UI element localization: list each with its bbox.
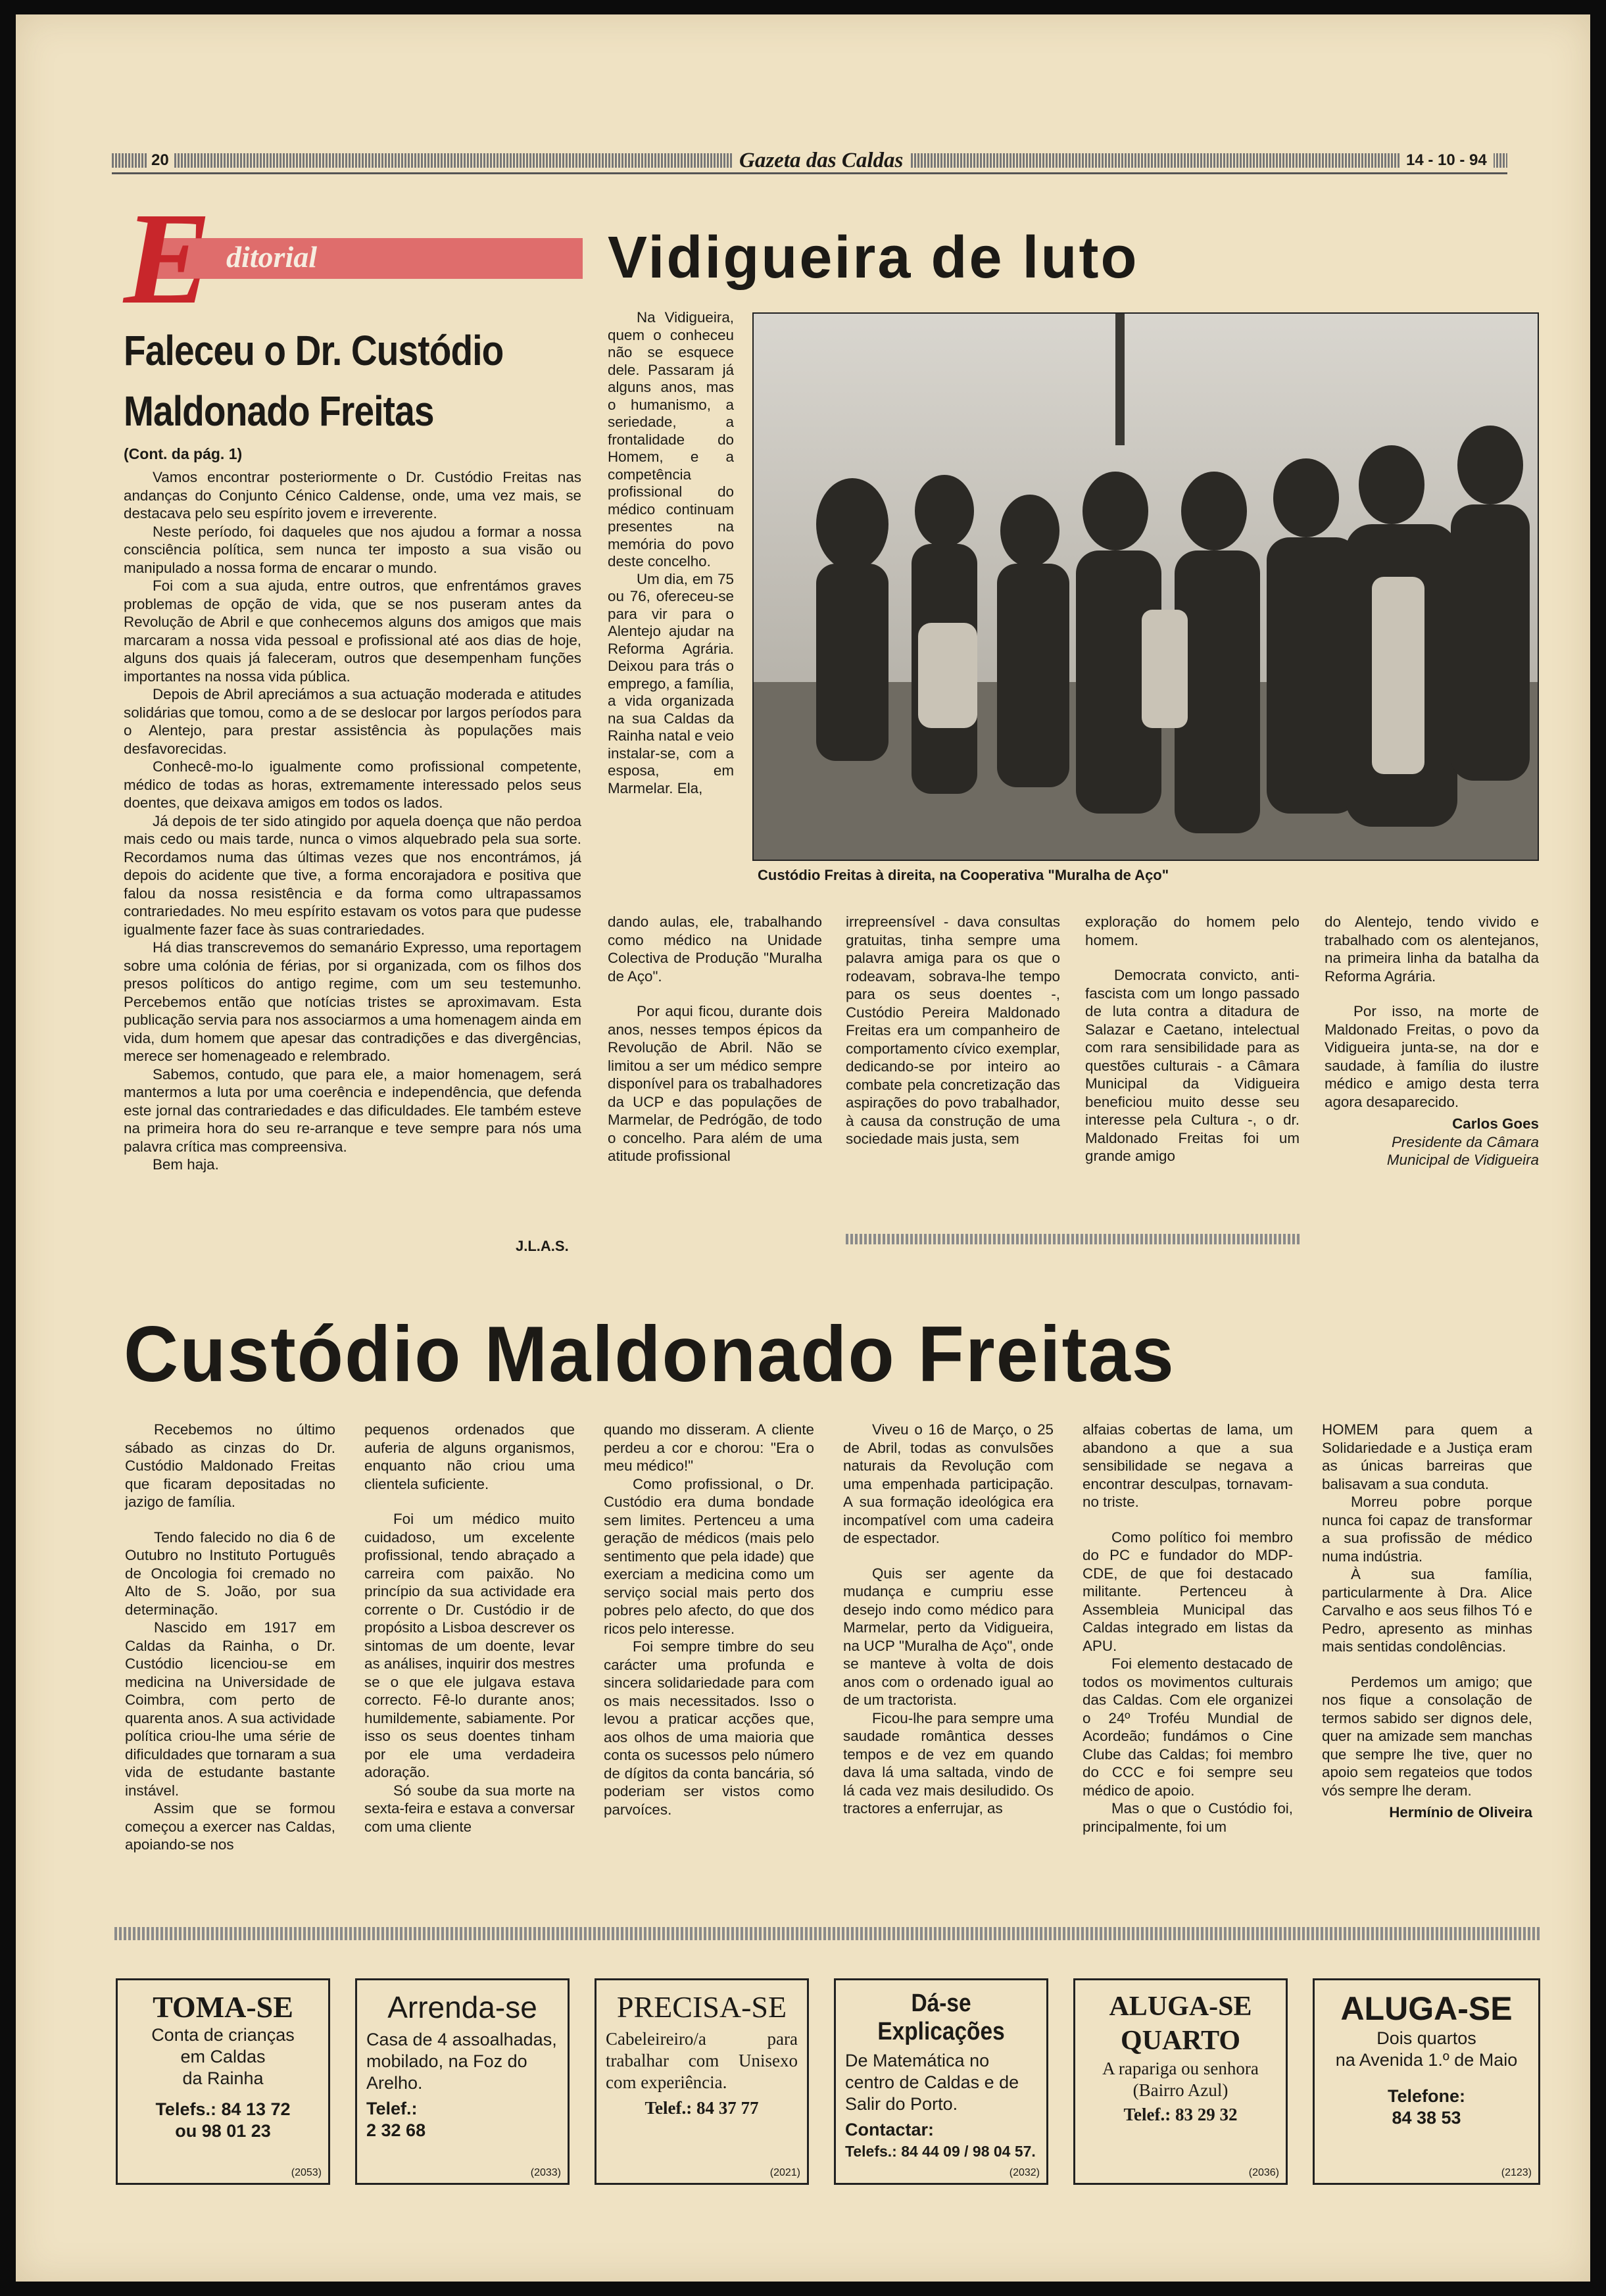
ad-phone: Telef.: 84 37 77 — [645, 2098, 759, 2118]
editorial-signature: J.L.A.S. — [516, 1238, 569, 1254]
editorial-body — [124, 468, 581, 1174]
vidigueira-paragraph: Um dia, em 75 ou 76, ofereceu-se para vir para o Alentejo ajudar na Reforma Agrária. Deixou para trás o emprego, a família, a vida organizada na sua Caldas da Rainha natal e veio instalar-se, com a esposa, em Marmelar. Ela, — [608, 570, 734, 796]
ad-phone: ou 98 01 23 — [175, 2121, 271, 2141]
editorial-letter: E — [124, 186, 212, 331]
editorial-paragraph: Foi com a sua ajuda, entre outros, que enfrentámos graves problemas de opção de vida, que se nos puseram antes da Revolução de Abril e que conhecemos alguns dos amigos que mais marcaram a nossa vida pessoal e profissional até aos dias de hoje, alguns dos quais já faleceram, outros que desempenham funções importantes na nossa vida pública. — [124, 577, 581, 685]
main-article-title: Custódio Maldonado Freitas — [124, 1310, 1175, 1398]
classified-ad-explicacoes — [834, 1978, 1048, 2185]
ad-phone: Telefone: — [1387, 2086, 1465, 2106]
newspaper-page — [16, 14, 1590, 2282]
classified-ad-aluga-se — [1313, 1978, 1540, 2185]
ad-phone: 2 32 68 — [366, 2120, 426, 2140]
ad-phone: Telef.: 83 29 32 — [1123, 2105, 1238, 2124]
ad-phone: Telefs.: 84 44 09 / 98 04 57. — [845, 2143, 1036, 2160]
main-paragraph: Perdemos um amigo; que nos fique a consolação de termos sabido ser dignos dele, quer na amizade sem manchas que sempre lhe tive, quer no apoio sem regateios que todos vós sempre lhe deram. — [1322, 1673, 1532, 1799]
editorial-continuation: (Cont. da pág. 1) — [124, 445, 243, 462]
ad-title: Dá-se Explicações — [877, 1990, 1005, 2045]
main-paragraph: Só soube da sua morte na sexta-feira e estava a conversar com uma cliente — [364, 1782, 575, 1835]
ad-title: ALUGA-SE QUARTO — [1109, 1991, 1252, 2056]
main-paragraph: Como político foi membro do PC e fundador do MDP-CDE, de que foi destacado militante. Pertenceu à Assembleia Municipal das Caldas integrado em listas da APU. — [1083, 1528, 1293, 1654]
crowd-photo-icon — [754, 314, 1538, 860]
ad-line: da Rainha — [182, 2068, 264, 2088]
classified-ad-arrenda-se — [355, 1978, 570, 2185]
main-paragraph: Mas o que o Custódio foi, principalmente, foi um — [1083, 1800, 1293, 1835]
main-column-2 — [364, 1421, 575, 1836]
ad-title: ALUGA-SE — [1340, 1990, 1513, 2027]
ad-body: Cabeleireiro/a para trabalhar com Unisexo com experiência. — [606, 2029, 798, 2092]
vidigueira-paragraph: Democrata convicto, anti-fascista com um longo passado de luta contra a ditadura de Salazar e Caetano, intelectual com rara sensibilidade para as questões culturais - a Câmara Municipal da Vidigueira beneficiou muito desse seu interesse pela Cultura -, o dr. Maldonado Freitas foi um grande amigo — [1085, 967, 1300, 1164]
editorial-paragraph: Depois de Abril apreciámos a sua actuação moderada e atitudes solidárias que tomou, como a de se deslocar por largos períodos para o Alentejo, para prestar assistência às populações mais desfavorecidas. — [124, 686, 581, 757]
ad-body: De Matemática no centro de Caldas e de Salir do Porto. — [845, 2051, 1019, 2114]
ad-code: (2053) — [291, 2167, 322, 2178]
vidigueira-end-rule — [846, 1234, 1300, 1244]
ad-line: (Bairro Azul) — [1132, 2080, 1229, 2100]
ad-code: (2033) — [530, 2167, 561, 2178]
ad-title: PRECISA-SE — [616, 1990, 787, 2024]
vidigueira-paragraph: Na Vidigueira, quem o conheceu não se esquece dele. Passaram já alguns anos, mas o humanismo, a seriedade, a frontalidade do Homem, e a competência profissional do médico continuam presentes na memória do povo deste concelho. — [608, 309, 734, 570]
main-paragraph: Recebemos no último sábado as cinzas do Dr. Custódio Maldonado Freitas que ficaram depositadas no jazigo de família. — [125, 1421, 335, 1510]
editorial-paragraph: Sabemos, contudo, que para ele, a maior homenagem, será mantermos a luta por uma coerência e independência, que defenda este jornal das contrariedades e das dificuldades. Ele também esteve na primeira hora do seu re-arranque e teve sempre para nós uma palavra crítica mas compreensiva. — [124, 1065, 581, 1155]
vidigueira-paragraph: Por isso, na morte de Maldonado Freitas, o povo da Vidigueira junta-se, na dor e saudade, à família do ilustre médico e amigo desta terra agora desaparecido. — [1325, 1003, 1539, 1110]
main-column-4 — [843, 1421, 1054, 1818]
main-paragraph: Assim que se formou começou a exercer nas Caldas, apoiando-se nos — [125, 1800, 335, 1853]
vidigueira-column-4 — [1325, 913, 1539, 1169]
main-paragraph: Foi um médico muito cuidadoso, um excelente profissional, tendo abraçado a carreira com paixão. No princípio da sua actividade era corrente o Dr. Custódio ir de propósito a Lisboa descrever os sintomas de um doente, levar as análises, inquirir dos mestres se o que ele julgava estava correcto. Fê-lo durante anos; humildemente, sabiamente. Por isso os seus doentes tinham por ele uma verdadeira adoração. — [364, 1511, 575, 1780]
editorial-paragraph: Vamos encontrar posteriormente o Dr. Custódio Freitas nas andanças do Conjunto Cénico Caldense, onde, uma vez mais, se destacava pelo seu espírito jovem e irreverente. — [124, 469, 581, 522]
ad-code: (2123) — [1501, 2167, 1532, 2178]
main-paragraph: Foi elemento destacado de todos os movimentos culturais das Caldas. Com ele organizei o 24º Troféu Mundial de Acordeão; fundámos o Cine Clube das Caldas; foi membro do CCC e foi sempre seu médico de apoio. — [1083, 1655, 1293, 1799]
vidigueira-paragraph: do Alentejo, tendo vivido e trabalhado com os alentejanos, na primeira linha da batalha da Reforma Agrária. — [1325, 914, 1539, 985]
issue-date: 14 - 10 - 94 — [1399, 151, 1494, 170]
vidigueira-narrow-column — [608, 309, 734, 797]
ad-code: (2032) — [1009, 2167, 1040, 2178]
ad-phone: Contactar: — [845, 2120, 935, 2139]
ad-line: A rapariga ou senhora — [1102, 2059, 1259, 2078]
cooperative-photo — [752, 312, 1539, 861]
editorial-paragraph: Neste período, foi daqueles que nos ajudou a formar a nossa consciência política, sem nunca ter imposto a sua visão ou manipulado a nossa forma de encarar o mundo. — [124, 523, 581, 576]
main-paragraph: Ficou-lhe para sempre uma saudade romântica desses tempos e de vez em quando dava lá uma saltada, vindo de lá cada vez mais desiludido. Os tractores a enferrujar, as — [843, 1709, 1054, 1817]
classified-ad-precisa-se — [595, 1978, 809, 2185]
classified-ad-toma-se — [116, 1978, 330, 2185]
ad-line: Dois quartos — [1376, 2028, 1476, 2048]
paper-name: Gazeta das Caldas — [733, 149, 910, 173]
main-paragraph: alfaias cobertas de lama, um abandono a que a sua sensibilidade se negava a encontrar desculpas, tornavam-no triste. — [1083, 1421, 1293, 1510]
classifieds-rule — [114, 1927, 1542, 1940]
ad-phone: Telefs.: 84 13 72 — [155, 2099, 291, 2119]
main-paragraph: Morreu pobre porque nunca foi capaz de transformar a sua profissão de médico numa indústria. — [1322, 1494, 1532, 1565]
vidigueira-paragraph: dando aulas, ele, trabalhando como médico na Unidade Colectiva de Produção "Muralha de Aço". — [608, 914, 822, 985]
main-column-1 — [125, 1421, 335, 1854]
main-paragraph: Nascido em 1917 em Caldas da Rainha, o Dr. Custódio licenciou-se em medicina na Universidade de Coimbra, com perto de quarenta anos. A sua actividade política criou-lhe uma série de dificuldades que tornaram a sua vida de estudante bastante instável. — [125, 1619, 335, 1799]
main-paragraph: Tendo falecido no dia 6 de Outubro no Instituto Português de Oncologia foi cremado no Alto de S. João, por sua determinação. — [125, 1528, 335, 1618]
vidigueira-column-1 — [608, 913, 822, 1165]
vidigueira-paragraph: exploração do homem pelo homem. — [1085, 914, 1300, 948]
main-paragraph: quando mo disseram. A cliente perdeu a cor e chorou: "Era o meu médico!" — [604, 1421, 814, 1474]
vidigueira-paragraph: irrepreensível - dava consultas gratuitas, tinha sempre uma palavra amiga para os que o rodeavam, sobrava-lhe tempo para os seus doentes -, Custódio Pereira Maldonado Freitas era um companheiro de comportamento cívico exemplar, dedicando-se por inteiro ao combate pela concretização das aspirações do povo trabalhador, à causa da construção de uma sociedade mais justa, sem — [846, 914, 1060, 1147]
ad-phone: Telef.: — [366, 2099, 418, 2118]
main-column-6 — [1322, 1421, 1532, 1822]
ad-phone: 84 38 53 — [1392, 2108, 1461, 2128]
main-column-5 — [1083, 1421, 1293, 1836]
main-paragraph: Quis ser agente da mudança e cumpriu esse desejo indo como médico para Marmelar, perto da Vidigueira, na UCP "Muralha de Aço", onde se manteve à volta de dois anos com o ordenado igual ao de um tractorista. — [843, 1565, 1054, 1708]
main-paragraph: HOMEM para quem a Solidariedade e a Justiça eram as únicas barreiras que balisavam a sua conduta. — [1322, 1421, 1532, 1492]
ad-line: em Caldas — [180, 2047, 266, 2066]
classified-ad-quarto — [1073, 1978, 1288, 2185]
editorial-title-line1: Faleceu o Dr. Custódio — [124, 327, 504, 374]
editorial-paragraph: Conhecê-mo-lo igualmente como profissional competente, médico de todas as horas, extremamente interessado pelos seus doentes, que deixava amigos em todos os lados. — [124, 758, 581, 811]
ad-title: Arrenda-se — [387, 1990, 537, 2024]
vidigueira-paragraph: Por aqui ficou, durante dois anos, nesses tempos épicos da Revolução de Abril. Não se limitou a ser um médico sempre disponível para os trabalhadores da UCP e das populações de Marmelar, de Pedrógão, de todo o concelho. Para além de uma atitude profissional — [608, 1003, 822, 1164]
vidigueira-author-role: Municipal de Vidigueira — [1386, 1152, 1539, 1168]
main-column-3 — [604, 1421, 814, 1819]
header-underline — [112, 172, 1507, 174]
main-paragraph: pequenos ordenados que auferia de alguns organismos, enquanto não criou uma clientela suficiente. — [364, 1421, 575, 1492]
main-paragraph: À sua família, particularmente à Dra. Alice Carvalho e aos seus filhos Tó e Pedro, apresento as minhas mais sentidas condolências. — [1322, 1566, 1532, 1655]
editorial-banner — [155, 238, 583, 279]
photo-caption: Custódio Freitas à direita, na Cooperativa "Muralha de Aço" — [758, 867, 1169, 883]
vidigueira-author-role: Presidente da Câmara — [1391, 1133, 1539, 1150]
main-paragraph: Como profissional, o Dr. Custódio era duma bondade sem limites. Pertenceu a uma geração de médicos (mais pelo sentimento que pela idade) que exerciam a medicina como um serviço social mais perto dos pobres pelo afecto, do que dos ricos pelo interesse. — [604, 1475, 814, 1637]
main-paragraph: Foi sempre timbre do seu carácter uma profunda e sincera solidariedade para com os mais necessitados. Isso o levou a praticar acções que, aos olhos de uma maioria que conta os sucessos pelo número de dígitos da conta bancária, só poderiam ser vistos como parvoíces. — [604, 1638, 814, 1818]
vidigueira-author: Carlos Goes — [1452, 1115, 1539, 1132]
ad-title: TOMA-SE — [153, 1990, 293, 2024]
editorial-paragraph: Há dias transcrevemos do semanário Expresso, uma reportagem sobre uma colónia de férias, por si organizada, com os filhos dos presos políticos do antigo regime, com um seu testemunho. Percebemos então que notícias tristes se aproximavam. Esta publicação servia para nos associarmos a uma homenagem ainda em vida, dum homem que apesar das contradições e das divergências, merece ser homenageado e relembrado. — [124, 939, 581, 1064]
ad-code: (2021) — [769, 2167, 800, 2178]
page-number: 20 — [147, 151, 173, 170]
vidigueira-column-2 — [846, 913, 1060, 1148]
ad-line: Conta de crianças — [151, 2025, 295, 2045]
editorial-label: ditorial — [226, 240, 318, 274]
main-paragraph: Viveu o 16 de Março, o 25 de Abril, todas as convulsões naturais da Revolução com uma empenhada participação. A sua formação ideológica era incompatível com uma cadeira de espectador. — [843, 1421, 1054, 1546]
main-author: Hermínio de Oliveira — [1389, 1804, 1532, 1820]
ad-code: (2036) — [1248, 2167, 1279, 2178]
ad-line: na Avenida 1.º de Maio — [1335, 2050, 1518, 2070]
vidigueira-column-3 — [1085, 913, 1300, 1165]
vidigueira-title: Vidigueira de luto — [608, 225, 1139, 291]
editorial-title-line2: Maldonado Freitas — [124, 387, 434, 435]
editorial-paragraph: Bem haja. — [153, 1156, 219, 1173]
editorial-paragraph: Já depois de ter sido atingido por aquela doença que não perdoa mais cedo ou mais tarde, nunca o vimos alquebrado pela sua sorte. Recordamos numa das últimas vezes que nos encontrámos, já depois do acidente que tive, a forma encorajadora e positiva que falou da nossa resistência e da forma como ultrapassamos contrariedades. No meu espírito estavam os votos para que pudesse igualmente fazer face às suas contrariedades. — [124, 812, 581, 938]
ad-body: Casa de 4 assoalhadas, mobilado, na Foz do Arelho. — [366, 2030, 557, 2093]
